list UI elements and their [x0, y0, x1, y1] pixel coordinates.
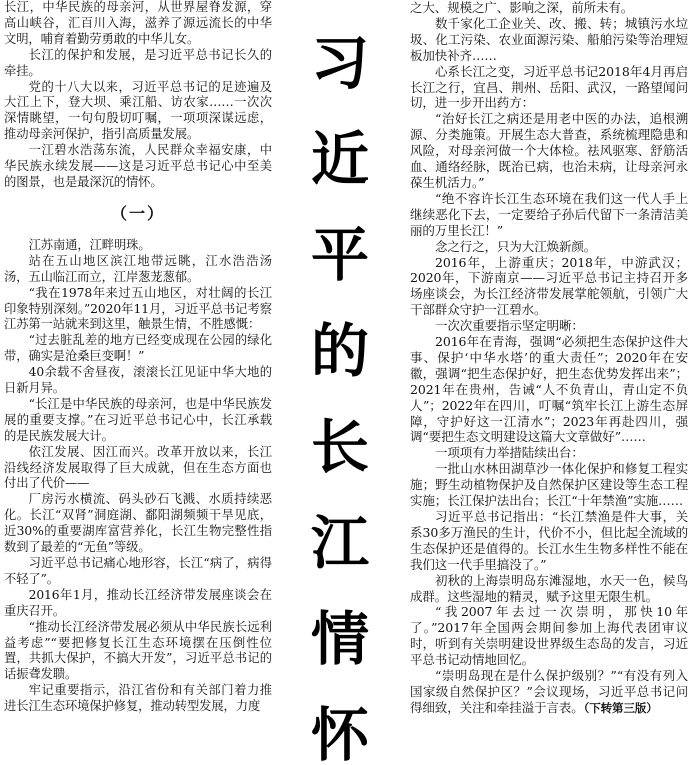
headline-char: 江: [310, 509, 369, 577]
headline-char: 平: [310, 221, 369, 289]
paragraph: 长江，中华民族的母亲河，从世界屋脊发源，穿高山峡谷，汇百川入海，滋养了源远流长的中华文明，哺育着勤劳勇敢的中华儿女。: [4, 0, 272, 46]
paragraph: 厂房污水横流、码头砂石飞溅、水质持续恶化。长江“双肾”洞庭湖、鄱阳湖频频干旱见底，近30%的重要湖库富营养化，长江生物完整性指数到了最差的“无鱼”等级。: [4, 492, 272, 555]
paragraph: “我2007年去过一次崇明，那快10年了。”2017年全国两会期间参加上海代表团审议时，听到有关崇明建设世界级生态岛的发言，习近平总书记动情地回忆。: [410, 604, 688, 668]
paragraph: “过去脏乱差的地方已经变成现在公园的绿化带，确实是沧桑巨变啊！”: [4, 333, 272, 364]
headline-char: 长: [310, 413, 369, 481]
paragraph-text: “崇明岛现在是什么保护级别？”“有没有列入国家级自然保护区？”会议现场，习近平总书记问得细致，关注和牵挂溢于言表。: [410, 668, 688, 715]
paragraph: “推动长江经济带发展必须从中华民族长远利益考虑”“要把修复长江生态环境摆在压倒性位置，共抓大保护，不搞大开发”，习近平总书记的话振聋发聩。: [4, 619, 272, 682]
paragraph: 之大、规模之广、影响之深，前所未有。: [410, 0, 634, 15]
paragraph: 数千家化工企业关、改、搬、转；城镇污水垃圾、化工污染、农业面源污染、船舶污染等治理短板加快补齐……: [410, 15, 688, 63]
paragraph: 一次次重要指示坚定明晰：: [435, 318, 584, 334]
paragraph: 2016年，上游重庆；2018年，中游武汉；2020年，下游南京——习近平总书记主持召开多场座谈会，为长江经济带发展掌舵领航，引领广大干部群众守护一江碧水。: [410, 254, 688, 318]
paragraph: 依江发展、因江而兴。改革开放以来，长江沿线经济发展取得了巨大成就，但在生态方面也付出了代价——: [4, 444, 272, 491]
paragraph: “长江是中华民族的母亲河，也是中华民族发展的重要支撑。”在习近平总书记心中，长江承载的是民族发展大计。: [4, 396, 272, 443]
paragraph: 2016年1月，推动长江经济带发展座谈会在重庆召开。: [4, 587, 272, 618]
paragraph: “我在1978年来过五山地区，对壮阔的长江印象特别深刻。”2020年11月，习近平总书记考察江苏第一站就来到这里，触景生情，不胜感慨：: [4, 285, 272, 332]
article-column-right: [410, 0, 688, 765]
paragraph: 长江的保护和发展，是习近平总书记长久的牵挂。: [4, 47, 272, 78]
continued-on-page-3: （下转第三版）: [583, 700, 658, 715]
paragraph: 习近平总书记痛心地形容，长江“病了，病得不轻了”。: [4, 556, 272, 586]
headline-char: 情: [310, 605, 369, 673]
paragraph: “治好长江之病还是用老中医的办法，追根溯源、分类施策。开展生态大普查，系统梳理隐患和风险，对母亲河做一个大体检。祛风驱寒、舒筋活血、通络经脉，既治已病，也治未病，让母亲河永葆生机活力。”: [410, 111, 688, 190]
section-heading: （一）: [110, 203, 165, 223]
paragraph: 一批山水林田湖草沙一体化保护和修复工程实施；野生动植物保护及自然保护区建设等生态工程实施；长江保护法出台；长江“十年禁渔”实施……: [410, 461, 688, 509]
headline-char: 习: [310, 29, 369, 97]
paragraph: 一项项有力举措陆续出台：: [435, 445, 584, 461]
section-one-paragraphs: [4, 238, 272, 715]
intro-paragraphs: [4, 0, 272, 191]
paragraph: 40余载不舍昼夜，滚滚长江见证中华大地的日新月异。: [4, 365, 272, 396]
paragraph: 习近平总书记指出：“长江禁渔是件大事，关系30多万渔民的生计，代价不小，但比起全流域的生态保护还是值得的。长江水生生物多样性不能在我们这一代手里搞没了。”: [410, 509, 688, 572]
headline-char: 近: [310, 125, 369, 193]
vertical-headline: [284, 0, 396, 765]
paragraph: “绝不容许长江生态环境在我们这一代人手上继续恶化下去，一定要给子孙后代留下一条清洁美丽的万里长江！”: [410, 190, 688, 238]
paragraph: 初秋的上海崇明岛东滩湿地，水天一色，候鸟成群。这些湿地的精灵，赋予这里无限生机。: [410, 572, 688, 604]
paragraph: [410, 668, 688, 717]
article-column-left: [4, 0, 272, 765]
paragraph: 一江碧水浩荡东流，人民群众幸福安康，中华民族永续发展——这是习近平总书记心中至美的图景，也是最深沉的情怀。: [4, 143, 272, 189]
paragraph: 牢记重要指示，沿江省份和有关部门着力推进长江生态环境保护修复，推动转型发展，力度: [4, 683, 272, 714]
continued-paragraphs: [410, 0, 688, 717]
headline-char: 的: [310, 317, 369, 385]
paragraph: 站在五山地区滨江地带远眺，江水浩浩汤汤，五山临江而立，江岸葱茏葱郁。: [4, 253, 272, 284]
paragraph: 心系长江之变，习近平总书记2018年4月再启长江之行，宜昌、荆州、岳阳、武汉，一路望闻问切，进一步开出药方：: [410, 63, 688, 111]
headline-char: 怀: [310, 701, 369, 765]
paragraph: 念之行之，只为大江焕新颜。: [435, 238, 597, 254]
paragraph: 党的十八大以来，习近平总书记的足迹遍及大江上下，登大坝、乘江船、访农家……一次次深情眺望，一句句殷切叮嘱，一项项深谋远虑，推动母亲河保护，指引高质量发展。: [4, 79, 272, 142]
paragraph: 江苏南通，江畔明珠。: [28, 237, 151, 252]
paragraph: 2016年在青海，强调“必须把生态保护这件大事、保护‘中华水塔’的重大责任”；2020年在安徽，强调“把生态保护好，把生态优势发挥出来”；2021年在贵州，告诫“人不负青山，青山定不负人”；2022年在四川，叮嘱“筑牢长江上游生态屏障，守护好这一江清水”；2023年再赴四川，强调“要把生态文明建设这篇大文章做好”……: [410, 334, 688, 445]
